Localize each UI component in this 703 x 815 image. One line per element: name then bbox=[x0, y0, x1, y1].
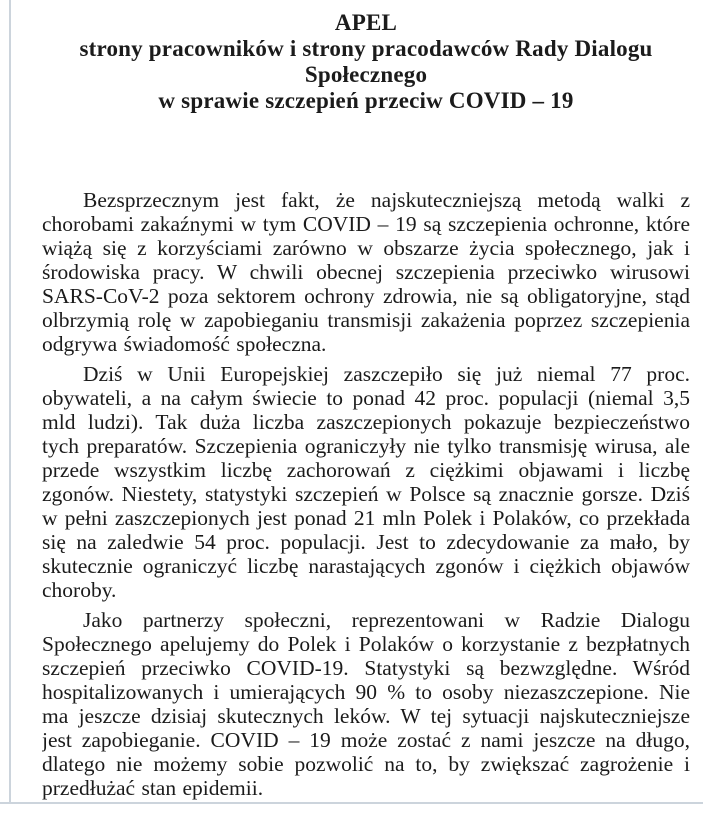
paragraph: Dziś w Unii Europejskiej zaszczepiło się już niemal 77 proc. obywateli, a na całym świecie to ponad 42 proc. populacji (niemal 3,5 mld ludzi). Tak duża liczba zaszczepionych pokazuje bezpieczeństwo tych preparatów. Szczepienia ograniczyły nie tylko transmisję wirusa, ale przede wszystkim liczbę zachorowań z ciężkimi objawami i liczbę zgonów. Niestety, statystyki szczepień w Polsce są znacznie gorsze. Dziś w pełni zaszczepionych jest ponad 21 mln Polek i Polaków, co przekłada się na zaledwie 54 proc. populacji. Jest to zdecydowanie za mało, by skutecznie ograniczyć liczbę narastających zgonów i ciężkich objawów choroby. bbox=[42, 362, 690, 602]
page-bottom-border-line bbox=[0, 802, 703, 804]
document-title-line-3: Społecznego bbox=[304, 62, 428, 87]
page-left-border-line bbox=[9, 0, 11, 803]
document-title-line-1: APEL bbox=[334, 10, 398, 35]
document-title-line-2: strony pracowników i strony pracodawców Rady Dialogu bbox=[79, 36, 653, 61]
paragraph: Bezsprzecznym jest fakt, że najskuteczniejszą metodą walki z chorobami zakaźnymi w tym COVID – 19 są szczepienia ochronne, które wiążą się z korzyściami zarówno w obszarze życia społecznego, jak i środowiska pracy. W chwili obecnej szczepienia przeciwko wirusowi SARS-CoV-2 poza sektorem ochrony zdrowia, nie są obligatoryjne, stąd olbrzymią rolę w zapobieganiu transmisji zakażenia poprzez szczepienia odgrywa świadomość społeczna. bbox=[42, 188, 690, 356]
document-content bbox=[42, 0, 690, 802]
document-body bbox=[42, 188, 690, 800]
document-title bbox=[42, 0, 690, 114]
document-title-line-4: w sprawie szczepień przeciw COVID – 19 bbox=[158, 88, 574, 113]
paragraph: Jako partnerzy społeczni, reprezentowani w Radzie Dialogu Społecznego apelujemy do Polek i Polaków o korzystanie z bezpłatnych szczepień przeciwko COVID-19. Statystyki są bezwzględne. Wśród hospitalizowanych i umierających 90 % to osoby niezaszczepione. Nie ma jeszcze dzisiaj skutecznych leków. W tej sytuacji najskuteczniejsze jest zapobieganie. COVID – 19 może zostać z nami jeszcze na długo, dlatego nie możemy sobie pozwolić na to, by zwiększać zagrożenie i przedłużać stan epidemii. bbox=[42, 608, 690, 800]
